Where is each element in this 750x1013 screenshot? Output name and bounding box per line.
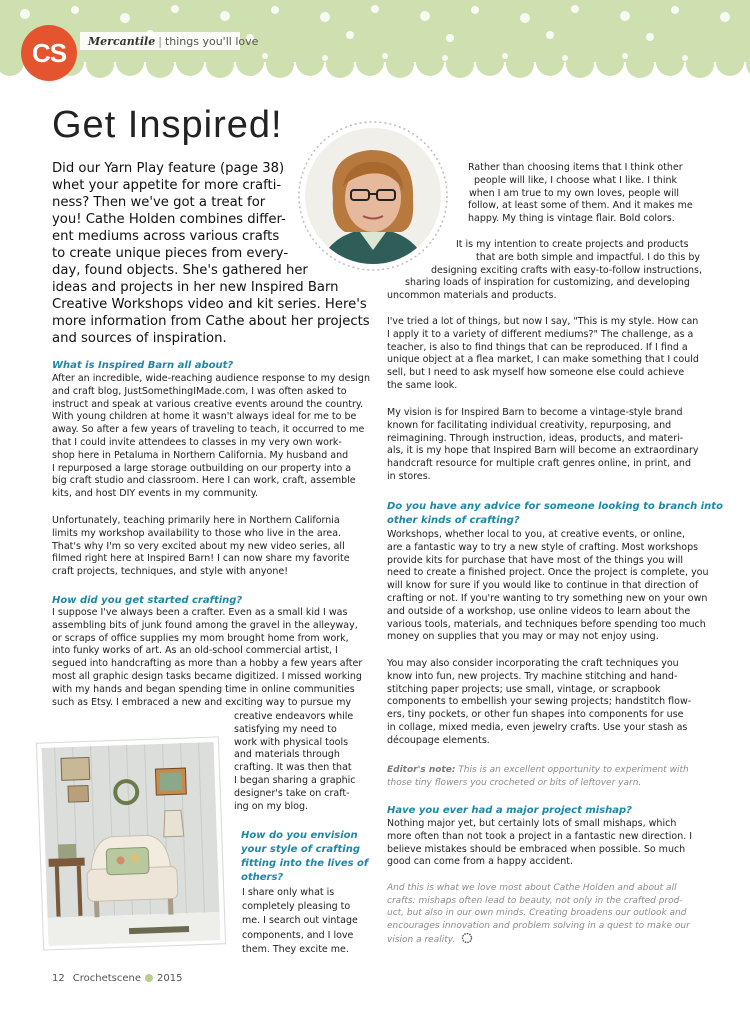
text-line: handcraft resource for multiple craft genres online, in print, and (387, 458, 691, 470)
text-line: teacher, is also to find things that can be reproduced. If I find a (387, 341, 688, 353)
issue-year: 2015 (157, 973, 183, 984)
intro-line: day, found objects. She's gathered her (52, 263, 308, 278)
text-line: Rather than choosing items that I think other (468, 162, 683, 173)
text-line: shop here in Petaluma in Northern California. My husband and (52, 449, 349, 461)
text-line: designing exciting crafts with easy-to-follow instructions, (431, 264, 702, 276)
text-line: My vision is for Inspired Barn to become a vintage-style brand (387, 407, 683, 418)
footer-dot-icon (145, 974, 153, 982)
closing-line: crafts: mishaps often lead to beauty, not only in the crafted prod- (387, 895, 683, 906)
text-line: in collage, mixed media, even jewelry crafts. Use your stash as (387, 721, 688, 733)
heading-line: your style of crafting (241, 844, 361, 855)
text-line: I share only what is (242, 887, 335, 898)
text-line: assembling bits of junk found among the gravel in the alleyway, (52, 619, 358, 631)
text-line: good can come from a happy accident. (387, 856, 574, 868)
heading-line: others? (241, 872, 284, 883)
question-heading (241, 829, 368, 885)
heading-line: fitting into the lives of (241, 858, 369, 869)
text-line: when I am true to my own loves, people will (469, 187, 680, 199)
text-line: sharing loads of inspiration for customizing, and developing (405, 277, 690, 289)
text-line: follow, at least some of them. And it makes me (468, 200, 693, 212)
text-line: sell, but I need to ask myself how someone else could achieve (387, 367, 685, 379)
text-line: the same look. (387, 379, 458, 391)
text-line: I repurposed a large storage outbuilding on our property into a (52, 462, 352, 474)
text-line: money on supplies that you may or may not enjoy using. (387, 631, 659, 643)
text-line: découpage elements. (387, 734, 490, 746)
text-line: limits my workshop availability to those who live in the area. (52, 527, 342, 539)
text-line: creative endeavors while (234, 711, 354, 722)
editors-note-line (387, 764, 689, 777)
text-line: ing on my blog. (234, 800, 308, 812)
closing-line-text: vision a reality. (387, 935, 456, 946)
text-line: completely pleasing to (242, 901, 351, 913)
answer-paragraph (387, 407, 698, 484)
text-line: or scraps of office supplies my mom brought home from work, (52, 632, 349, 644)
text-line: me. I search out vintage (242, 915, 358, 927)
text-line: designer's take on craft- (234, 787, 350, 799)
text-line: away. So after a few years of traveling to teach, it occurred to me (52, 424, 365, 436)
text-line: instruct and speak at various creative events around the country. (52, 398, 364, 410)
text-line: I apply it to a variety of different mediums?" The challenge, as a (387, 328, 694, 340)
text-line: uncommon materials and products. (387, 290, 557, 302)
text-line: Unfortunately, teaching primarily here in Northern California (52, 515, 340, 526)
text-line: filmed right here at Inspired Barn! I can now share my favorite (52, 553, 350, 565)
heading-line: Do you have any advice for someone looking to branch into (387, 501, 723, 512)
answer-paragraph (242, 886, 358, 957)
closing-line: uct, but also in our own minds. Creating broadens our outlook and (387, 908, 687, 919)
question-heading: How did you get started crafting? (52, 595, 243, 606)
text-line: and materials through (234, 749, 340, 761)
text-line: happy. My thing is vintage flair. Bold colors. (468, 213, 675, 225)
intro-line: more information from Cathe about her projects (52, 314, 370, 329)
text-line: provide kits for purchase that have most of the things you will (387, 554, 683, 566)
editors-note-label: Editor's note: (387, 765, 456, 775)
text-line: need to create a finished project. Once the project is complete, you (387, 567, 709, 579)
text-line: als, it is my hope that Inspired Barn will become an extraordinary (387, 445, 699, 457)
text-line: Workshops, whether local to you, at creative events, or online, (387, 529, 686, 540)
text-line: reimagining. Through instruction, ideas, products, and materi- (387, 432, 684, 444)
text-line: That's why I'm so very excited about my new video series, all (52, 540, 345, 552)
section-label (88, 35, 258, 48)
answer-paragraph (52, 373, 370, 501)
answer-paragraph (234, 711, 356, 813)
text-line: most all graphic design tasks became digitized. I missed working (52, 670, 362, 682)
text-line: are a fantastic way to try a new style of crafting. Most workshops (387, 541, 699, 553)
intro-line: and sources of inspiration. (52, 331, 227, 346)
text-line: Nothing major yet, but certainly lots of small mishaps, which (387, 818, 677, 829)
closing-paragraph (387, 882, 690, 947)
text-line: After an incredible, wide-reaching audience response to my design (52, 373, 370, 384)
editors-note-text: This is an excellent opportunity to experiment with (455, 765, 689, 775)
text-line: I've tried a lot of things, but now I say, "This is my style. How can (387, 316, 699, 327)
answer-paragraph (52, 607, 362, 709)
text-line: and craft blog, JustSomethingIMade.com, I was often asked to (52, 385, 347, 397)
answer-paragraph (387, 818, 692, 869)
intro-line: Did our Yarn Play feature (page 38) (52, 161, 285, 176)
intro-line: ent mediums across various crafts (52, 229, 280, 244)
answer-paragraph (468, 162, 693, 226)
answer-paragraph (387, 529, 709, 644)
text-line: know into fun, new projects. Try machine stitching and hand- (387, 670, 678, 682)
text-line: will know for sure if you would like to continue in that direction of (387, 580, 699, 592)
text-line: unique object at a flea market, I can make something that I could (387, 354, 699, 366)
text-line: kits, and host DIY events in my community. (52, 488, 259, 500)
page-title: Get Inspired! (52, 104, 283, 146)
closing-line: And this is what we love most about Cathe Holden and about all (387, 883, 677, 893)
text-line: into funky works of art. As an old-school commercial artist, I (52, 645, 338, 657)
text-line: believe mistakes should be embraced when possible. So much (387, 843, 686, 855)
page-footer (52, 973, 190, 984)
answer-paragraph (387, 239, 702, 303)
text-line: crafting or not. If you're wanting to try something new on your own (387, 592, 708, 604)
text-line: that are both simple and impactful. I do this by (476, 251, 701, 263)
text-line: in stores. (387, 470, 431, 482)
text-line: You may also consider incorporating the craft techniques you (387, 658, 679, 669)
intro-line: you! Cathe Holden combines differ- (52, 212, 286, 227)
closing-line: encourages innovation and problem solving in a quest to make our (387, 920, 690, 931)
text-line: that I could invite attendees to classes in my very own work- (52, 436, 342, 448)
intro-line: to create unique pieces from every- (52, 246, 289, 261)
question-heading (387, 500, 723, 528)
text-line: segued into handcrafting as more than a hobby a few years after (52, 658, 363, 670)
editors-note-line: those tiny flowers you crocheted or bits of leftover yarn. (387, 777, 642, 788)
logo-badge: CS (21, 25, 77, 81)
text-line: such as Etsy. I embraced a new and exciting way to pursue my (52, 696, 352, 708)
section-name: Mercantile (88, 35, 156, 48)
question-heading: Have you ever had a major project mishap? (387, 805, 632, 816)
text-line: It is my intention to create projects and products (456, 239, 689, 250)
text-line: satisfying my need to (234, 723, 337, 735)
page-number: 12 (52, 973, 65, 984)
text-line: with my hands and began spending time in online communities (52, 683, 355, 695)
answer-paragraph (387, 658, 691, 748)
text-line: I began sharing a graphic (234, 774, 356, 786)
text-line: components, and I love (242, 929, 354, 941)
intro-line: Creative Workshops video and kit series. Here's (52, 297, 367, 312)
text-line: big craft studio and classroom. Here I can work, craft, assemble (52, 475, 356, 487)
intro-line: ideas and projects in her new Inspired Barn (52, 280, 339, 295)
editors-note (387, 764, 689, 789)
heading-line: How do you envision (241, 830, 358, 841)
heading-line: other kinds of crafting? (387, 515, 520, 526)
text-line: and outside of a workshop, use online videos to learn about the (387, 605, 691, 617)
text-line: people will like, I choose what I like. I think (474, 174, 677, 186)
answer-paragraph (52, 515, 350, 579)
closing-line (387, 932, 690, 947)
answer-paragraph (387, 316, 699, 393)
section-tagline: things you'll love (164, 35, 259, 48)
text-line: more often than not took a project in a fantastic new direction. I (387, 830, 693, 842)
text-line: components to embellish your sewing projects; handstitch flow- (387, 696, 692, 708)
text-line: work with physical tools (234, 736, 349, 748)
separator: | (158, 35, 162, 48)
text-line: them. They excite me. (242, 943, 349, 955)
text-line: With young children at home it wasn't always ideal for me to be (52, 411, 357, 423)
text-line: ers, tiny pockets, or other fun shapes into components for use (387, 709, 684, 721)
intro-line: whet your appetite for more crafti- (52, 178, 282, 193)
text-line: craft projects, techniques, and style with anyone! (52, 566, 289, 578)
text-line: crafting. It was then that (234, 762, 352, 774)
intro-line: ness? Then we've got a treat for (52, 195, 266, 210)
text-line: I suppose I've always been a crafter. Even as a small kid I was (52, 607, 348, 618)
text-line: known for facilitating individual creativity, repurposing, and (387, 419, 672, 431)
magazine-name: Crochetscene (72, 973, 141, 984)
question-heading: What is Inspired Barn all about? (52, 360, 234, 371)
end-mark-icon (461, 932, 473, 944)
text-line: stitching paper projects; use small, vintage, or scrapbook (387, 683, 661, 695)
room-photo (36, 736, 226, 951)
text-line: various tools, materials, and techniques before spending too much (387, 618, 706, 630)
